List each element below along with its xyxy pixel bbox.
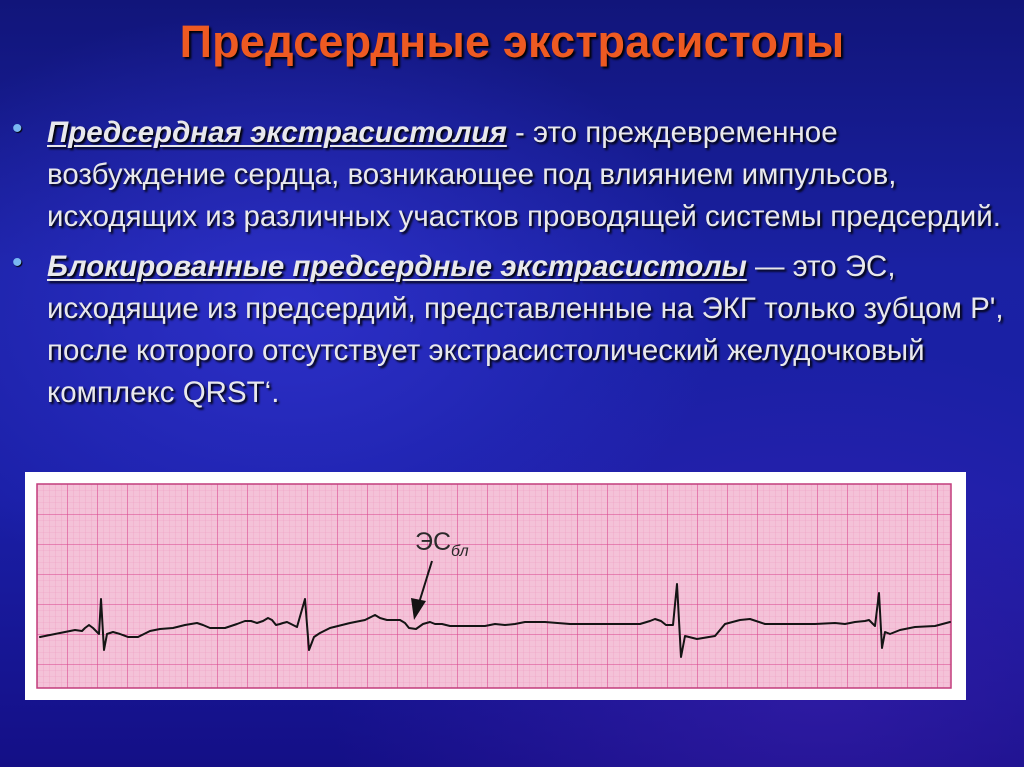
bullet-item-atrial-extrasystole	[0, 112, 1024, 238]
slide-title: Предсердные экстрасистолы	[179, 16, 845, 67]
bullet-item-blocked-extrasystole	[0, 246, 1024, 414]
ecg-label-main: ЭС	[415, 528, 452, 556]
bullet-term: Предсердная экстрасистолия	[47, 116, 507, 149]
bullet-term: Блокированные предсердные экстрасистолы	[47, 250, 747, 283]
bullet-list	[0, 112, 1024, 414]
bullet-text: - это преждевременное возбуждение сердца, возникающее под влиянием импульсов, исходящих из различных участков проводящей системы предсердий.	[47, 116, 1001, 233]
bullet-text: — это ЭС, исходящие из предсердий, представленные на ЭКГ только зубцом P', после которого отсутствует экстрасистолический желудочковый комплекс QRST‘.	[47, 250, 1004, 409]
ecg-strip	[25, 472, 966, 700]
ecg-label-subscript: бл	[451, 543, 469, 560]
ecg-figure	[25, 472, 966, 700]
bullet-dot-icon: •	[12, 246, 23, 279]
bullet-dot-icon: •	[12, 112, 23, 145]
ecg-grid-major	[37, 484, 951, 688]
